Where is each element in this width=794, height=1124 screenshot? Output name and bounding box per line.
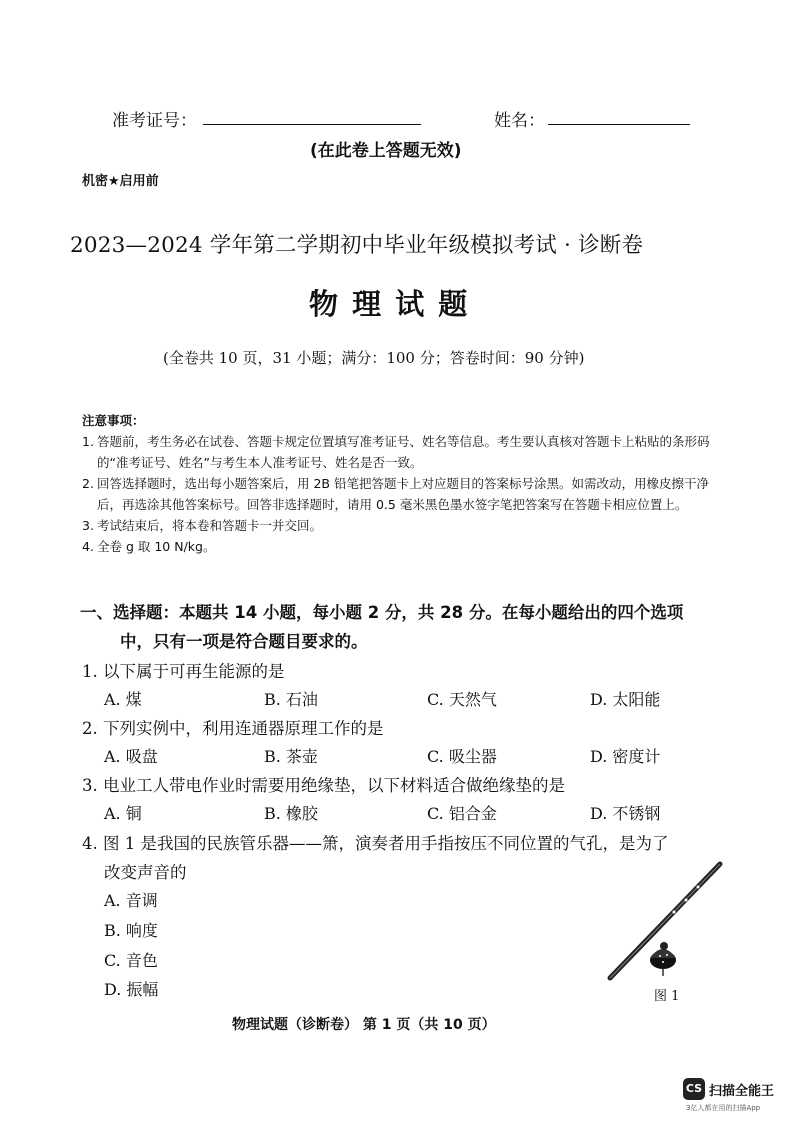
note-text: 回答选择题时，选出每小题答案后，用 2B 铅笔把答题卡上对应题目的答案标号涂黑。如需改动，用橡皮擦干净后，再选涂其他答案标号。回答非选择题时，请用 0.5 毫米黑色墨水签字笔把答案写在答题卡相应位置上。 bbox=[97, 476, 709, 512]
note-item bbox=[82, 536, 732, 557]
note-number: 2. bbox=[82, 476, 94, 491]
note-text: 考试结束后，将本卷和答题卡一并交回。 bbox=[97, 518, 323, 533]
option-c: C. 音色 bbox=[104, 951, 158, 970]
option-c: C. 铝合金 bbox=[427, 804, 497, 823]
note-text: 全卷 g 取 10 N/kg。 bbox=[97, 539, 216, 554]
watermark-app-name: 扫描全能王 bbox=[709, 1084, 775, 1099]
option-d: D. 密度计 bbox=[590, 747, 661, 766]
section-heading: 一、选择题：本题共 14 小题，每小题 2 分，共 28 分。在每小题给出的四个选项 bbox=[80, 603, 684, 622]
page-footer: 物理试题（诊断卷） 第 1 页（共 10 页） bbox=[232, 1017, 496, 1033]
option-d: D. 不锈钢 bbox=[590, 804, 661, 823]
note-item bbox=[82, 473, 732, 515]
exam-info: (全卷共 10 页，31 小题；满分：100 分；答卷时间：90 分钟) bbox=[163, 349, 585, 367]
option-d: D. 太阳能 bbox=[590, 690, 661, 709]
subject-title: 物 理 试 题 bbox=[309, 287, 470, 321]
note-text: 答题前，考生务必在试卷、答题卡规定位置填写准考证号、姓名等信息。考生要认真核对答题卡上粘贴的条形码的“准考证号、姓名”与考生本人准考证号、姓名是否一致。 bbox=[97, 434, 710, 470]
option-c: C. 吸尘器 bbox=[427, 747, 497, 766]
exam-title: 2023—2024 学年第二学期初中毕业年级模拟考试 · 诊断卷 bbox=[70, 233, 644, 258]
option-a: A. 吸盘 bbox=[104, 747, 158, 766]
note-item bbox=[82, 515, 732, 536]
confidential-mark: 机密★启用前 bbox=[82, 174, 159, 189]
camscanner-logo-icon: CS bbox=[683, 1078, 705, 1100]
question-stem-cont: 改变声音的 bbox=[104, 863, 187, 882]
note-number: 1. bbox=[82, 434, 94, 449]
question-stem: 2. 下列实例中，利用连通器原理工作的是 bbox=[82, 719, 384, 738]
section-heading-cont: 中，只有一项是符合题目要求的。 bbox=[120, 632, 368, 651]
option-b: B. 响度 bbox=[104, 921, 158, 940]
option-b: B. 石油 bbox=[264, 690, 318, 709]
watermark-tagline: 3亿人都在用的扫描App bbox=[686, 1104, 761, 1112]
note-number: 3. bbox=[82, 518, 94, 533]
option-b: B. 茶壶 bbox=[264, 747, 318, 766]
figure-caption: 图 1 bbox=[654, 989, 680, 1004]
name-line bbox=[548, 124, 690, 125]
option-b: B. 橡胶 bbox=[264, 804, 318, 823]
option-a: A. 煤 bbox=[104, 690, 142, 709]
question-stem: 3. 电业工人带电作业时需要用绝缘垫，以下材料适合做绝缘垫的是 bbox=[82, 776, 565, 795]
option-d: D. 振幅 bbox=[104, 980, 159, 999]
option-a: A. 铜 bbox=[104, 804, 142, 823]
question-stem: 1. 以下属于可再生能源的是 bbox=[82, 662, 285, 681]
option-c: C. 天然气 bbox=[427, 690, 497, 709]
invalid-note: (在此卷上答题无效) bbox=[310, 141, 462, 161]
exam-id-line bbox=[203, 124, 421, 125]
xiao-flute-figure bbox=[600, 858, 730, 988]
exam-id-label: 准考证号： bbox=[112, 111, 197, 131]
name-label: 姓名： bbox=[494, 111, 545, 131]
option-a: A. 音调 bbox=[104, 891, 158, 910]
notes-section bbox=[82, 410, 732, 557]
question-stem: 4. 图 1 是我国的民族管乐器——箫，演奏者用手指按压不同位置的气孔，是为了 bbox=[82, 834, 669, 853]
notes-heading: 注意事项： bbox=[82, 413, 145, 428]
note-number: 4. bbox=[82, 539, 94, 554]
note-item bbox=[82, 431, 732, 473]
